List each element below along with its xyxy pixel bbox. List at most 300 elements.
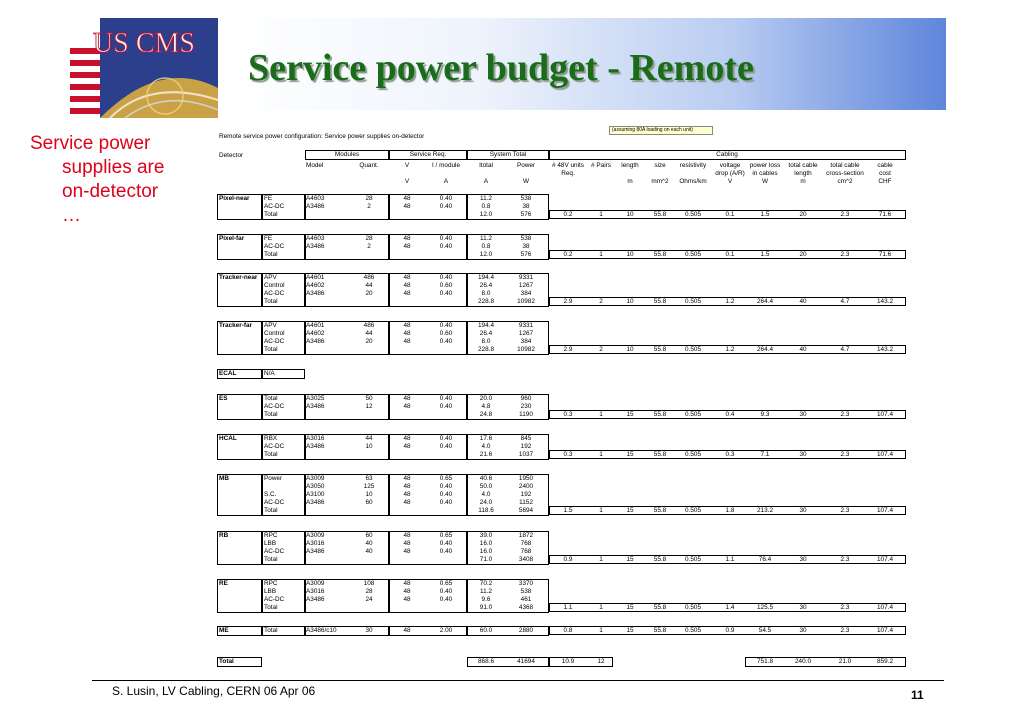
item-label: Total bbox=[264, 556, 278, 563]
cell-value: 48 bbox=[403, 532, 411, 539]
cell-value: A4603 bbox=[306, 235, 325, 242]
cell-value: 2 bbox=[367, 243, 371, 250]
column-unit: A bbox=[443, 178, 449, 185]
item-label: AC-DC bbox=[264, 243, 285, 250]
cell-value: 1950 bbox=[518, 475, 534, 482]
cell-value: 48 bbox=[403, 330, 411, 337]
column-header-line2: in cables bbox=[752, 170, 778, 177]
cabling-value: 15 bbox=[626, 451, 634, 458]
cell-value: 26.4 bbox=[479, 330, 493, 337]
footer-text: S. Lusin, LV Cabling, CERN 06 Apr 06 bbox=[112, 684, 316, 698]
cell-value: 3408 bbox=[518, 556, 534, 563]
item-label: Total bbox=[264, 507, 278, 514]
cell-value: 60.0 bbox=[479, 627, 493, 634]
column-header: voltage bbox=[719, 162, 741, 169]
column-header: Quant. bbox=[359, 162, 379, 169]
cabling-value: 0.3 bbox=[725, 451, 735, 458]
cell-value: 11.2 bbox=[480, 235, 492, 242]
cabling-value: 1.2 bbox=[725, 346, 735, 353]
cell-value: A3486 bbox=[306, 548, 325, 555]
cabling-value: 55.8 bbox=[653, 251, 667, 258]
cell-value: 1267 bbox=[518, 330, 534, 337]
cabling-value: 1 bbox=[599, 627, 603, 634]
item-label: AC-DC bbox=[264, 596, 285, 603]
grand-total-loss: 751.8 bbox=[757, 658, 773, 665]
cell-value: 4368 bbox=[518, 604, 534, 611]
detector-header: Detector bbox=[219, 152, 244, 159]
cabling-value: 1 bbox=[599, 451, 603, 458]
cell-value: 10982 bbox=[517, 298, 535, 305]
detector-name: RE bbox=[219, 580, 228, 587]
column-header-line2: cross-section bbox=[826, 170, 864, 177]
column-header-line2: Req. bbox=[561, 170, 575, 177]
side-text bbox=[30, 132, 210, 228]
cell-value: 48 bbox=[403, 596, 411, 603]
cabling-value: 15 bbox=[626, 604, 634, 611]
grand-total-section: 21.0 bbox=[838, 658, 852, 665]
cabling-value: 0.3 bbox=[563, 451, 573, 458]
column-header-line2: cost bbox=[879, 170, 891, 177]
cell-value: 0.40 bbox=[439, 322, 453, 329]
item-label: Total bbox=[264, 411, 278, 418]
cell-value: 0.40 bbox=[439, 588, 453, 595]
cell-value: 538 bbox=[520, 195, 532, 202]
item-label: LBB bbox=[264, 588, 277, 595]
cabling-value: 1.5 bbox=[563, 507, 573, 514]
cabling-value: 9.3 bbox=[760, 411, 770, 418]
service-data-box bbox=[389, 579, 467, 613]
cell-value: 0.40 bbox=[439, 403, 453, 410]
column-header: length bbox=[621, 162, 639, 169]
cell-value: 0.40 bbox=[439, 596, 453, 603]
item-label: Total bbox=[264, 451, 278, 458]
item-label: AC-DC bbox=[264, 499, 285, 506]
cell-value: 576 bbox=[520, 211, 532, 218]
detector-name: RB bbox=[219, 532, 229, 539]
cell-value: 48 bbox=[403, 540, 411, 547]
cell-value: A3016 bbox=[306, 588, 325, 595]
column-header: resistivity bbox=[679, 162, 707, 169]
cell-value: 38 bbox=[522, 243, 530, 250]
cell-value: 3370 bbox=[518, 580, 534, 587]
column-unit: mm^2 bbox=[651, 178, 669, 185]
cabling-value: 55.8 bbox=[653, 411, 667, 418]
cell-value: 1037 bbox=[518, 451, 534, 458]
cabling-value: 1 bbox=[599, 411, 603, 418]
column-header: Itotal bbox=[479, 162, 493, 169]
cabling-value: 0.8 bbox=[563, 627, 573, 634]
cell-value: 0.40 bbox=[439, 435, 453, 442]
cabling-value: 10 bbox=[626, 211, 634, 218]
cell-value: 538 bbox=[520, 235, 532, 242]
cabling-value: 2.3 bbox=[840, 627, 850, 634]
cabling-value: 2.3 bbox=[840, 411, 850, 418]
cell-value: 39.0 bbox=[479, 532, 493, 539]
cell-value: 17.6 bbox=[479, 435, 493, 442]
cell-value: 960 bbox=[520, 395, 532, 402]
cell-value: 28 bbox=[365, 588, 373, 595]
item-label: AC-DC bbox=[264, 443, 285, 450]
cell-value: A3486 bbox=[306, 403, 325, 410]
cell-value: 0.40 bbox=[439, 290, 453, 297]
item-label: RBX bbox=[264, 435, 278, 442]
column-unit: W bbox=[522, 178, 530, 185]
cell-value: 845 bbox=[520, 435, 532, 442]
cell-value: 70.2 bbox=[479, 580, 493, 587]
cell-value: 44 bbox=[365, 282, 373, 289]
cell-value: A4602 bbox=[306, 282, 325, 289]
cabling-value: 0.9 bbox=[563, 556, 573, 563]
cell-value: A3009 bbox=[306, 475, 325, 482]
cell-value: 0.60 bbox=[439, 330, 453, 337]
cell-value: 194.4 bbox=[478, 274, 494, 281]
service-header: Service Req. bbox=[409, 151, 447, 158]
cabling-value: 0.505 bbox=[685, 604, 701, 611]
cell-value: 0.65 bbox=[439, 475, 453, 482]
cell-value: 48 bbox=[403, 580, 411, 587]
grand-total-length: 240.0 bbox=[795, 658, 811, 665]
cabling-value: 1 bbox=[599, 251, 603, 258]
cell-value: 0.40 bbox=[439, 491, 453, 498]
cell-value: 48 bbox=[403, 443, 411, 450]
cell-value: 48 bbox=[403, 203, 411, 210]
side-line: … bbox=[62, 205, 81, 226]
cabling-value: 30 bbox=[799, 627, 807, 634]
service-data-box bbox=[389, 531, 467, 565]
cell-value: 20 bbox=[365, 338, 373, 345]
column-header: # 48V units bbox=[552, 162, 584, 169]
cell-value: 48 bbox=[403, 475, 411, 482]
item-label: AC-DC bbox=[264, 338, 285, 345]
grand-total-pairs: 12 bbox=[597, 658, 605, 665]
cabling-value: 2.3 bbox=[840, 604, 850, 611]
cell-value: 1152 bbox=[519, 499, 533, 506]
column-unit: A bbox=[483, 178, 489, 185]
cell-value: 48 bbox=[403, 195, 411, 202]
cabling-value: 107.4 bbox=[877, 507, 893, 514]
cabling-value: 1.5 bbox=[760, 211, 770, 218]
cabling-value: 1 bbox=[599, 507, 603, 514]
column-unit: CHF bbox=[878, 178, 892, 185]
cabling-value: 107.4 bbox=[877, 411, 893, 418]
cabling-value: 2.9 bbox=[563, 298, 573, 305]
cabling-value: 2.9 bbox=[563, 346, 573, 353]
cabling-value: 15 bbox=[626, 556, 634, 563]
item-label: RPC bbox=[264, 532, 278, 539]
cabling-value: 1 bbox=[599, 556, 603, 563]
cabling-value: 0.505 bbox=[685, 507, 701, 514]
cabling-value: 143.2 bbox=[877, 298, 893, 305]
cell-value: 48 bbox=[403, 499, 411, 506]
cell-value: 63 bbox=[365, 475, 373, 482]
cell-value: 48 bbox=[403, 627, 411, 634]
cell-value: 11.2 bbox=[480, 588, 492, 595]
detector-name: MB bbox=[219, 475, 229, 482]
cabling-value: 1.1 bbox=[725, 556, 735, 563]
cell-value: 20 bbox=[365, 290, 373, 297]
config-title: Remote service power configuration: Service power supplies on-detector bbox=[219, 133, 425, 140]
cell-value: 4.8 bbox=[481, 403, 491, 410]
cabling-value: 0.505 bbox=[685, 451, 701, 458]
cabling-value: 2.3 bbox=[840, 211, 850, 218]
cabling-value: 0.1 bbox=[725, 211, 735, 218]
cabling-value: 54.5 bbox=[758, 627, 772, 634]
cell-value: 71.0 bbox=[479, 556, 493, 563]
side-line: Service power bbox=[30, 133, 151, 154]
cell-value: 8.0 bbox=[481, 290, 491, 297]
cell-value: 538 bbox=[520, 588, 532, 595]
grand-total-units: 10.9 bbox=[561, 658, 575, 665]
item-label: AC-DC bbox=[264, 403, 285, 410]
cell-value: 0.65 bbox=[439, 532, 453, 539]
column-unit: V bbox=[727, 178, 733, 185]
cell-value: 0.40 bbox=[439, 235, 453, 242]
cell-value: A3486 bbox=[306, 596, 325, 603]
service-data-box bbox=[389, 626, 467, 636]
column-unit: m bbox=[800, 178, 806, 185]
cell-value: 8.0 bbox=[481, 338, 491, 345]
cabling-value: 2.3 bbox=[840, 451, 850, 458]
cell-value: A3009 bbox=[306, 532, 325, 539]
cell-value: 384 bbox=[520, 290, 532, 297]
cell-value: A4601 bbox=[306, 274, 325, 281]
column-unit: V bbox=[404, 178, 410, 185]
cell-value: A3486 bbox=[306, 203, 325, 210]
cabling-value: 0.505 bbox=[685, 298, 701, 305]
cell-value: 10 bbox=[365, 491, 373, 498]
column-unit: cm^2 bbox=[837, 178, 853, 185]
item-label: Total bbox=[264, 211, 278, 218]
item-label: LBB bbox=[264, 540, 277, 547]
column-header-line2: drop (A/R) bbox=[715, 170, 745, 177]
cell-value: 44 bbox=[365, 435, 373, 442]
slide-title: Service power budget - Remote bbox=[248, 47, 754, 89]
cell-value: A3486 bbox=[306, 338, 325, 345]
cell-value: 10982 bbox=[517, 346, 535, 353]
cabling-value: 107.4 bbox=[877, 451, 893, 458]
cell-value: 48 bbox=[403, 395, 411, 402]
cell-value: 50 bbox=[365, 395, 373, 402]
cell-value: 2.00 bbox=[439, 627, 453, 634]
cell-value: 576 bbox=[520, 251, 532, 258]
cabling-value: 0.1 bbox=[725, 251, 735, 258]
cell-value: A3486 bbox=[306, 443, 325, 450]
cell-value: A3016 bbox=[306, 540, 325, 547]
cabling-value: 125.5 bbox=[757, 604, 773, 611]
column-unit: m bbox=[627, 178, 633, 185]
cell-value: A3009 bbox=[306, 580, 325, 587]
cell-value: 16.0 bbox=[479, 548, 493, 555]
item-label: Total bbox=[264, 395, 278, 402]
cabling-value: 2 bbox=[599, 298, 603, 305]
cabling-value: 0.505 bbox=[685, 627, 701, 634]
cell-value: 24.8 bbox=[479, 411, 493, 418]
cell-value: 40.6 bbox=[479, 475, 493, 482]
cell-value: A4601 bbox=[306, 322, 325, 329]
cell-value: 0.40 bbox=[439, 443, 453, 450]
cabling-value: 55.8 bbox=[653, 211, 667, 218]
detector-name: ES bbox=[219, 395, 228, 402]
cell-value: 48 bbox=[403, 322, 411, 329]
cell-value: 91.0 bbox=[479, 604, 493, 611]
cell-value: 0.40 bbox=[439, 548, 453, 555]
cell-value: 11.2 bbox=[480, 195, 492, 202]
cabling-value: 55.8 bbox=[653, 298, 667, 305]
cabling-value: 1.1 bbox=[563, 604, 573, 611]
item-label: Power bbox=[264, 475, 283, 482]
item-label: AC-DC bbox=[264, 290, 285, 297]
cell-value: A3486 bbox=[306, 243, 325, 250]
cabling-value: 107.4 bbox=[877, 556, 893, 563]
cabling-value: 0.505 bbox=[685, 411, 701, 418]
cabling-value: 107.4 bbox=[877, 627, 893, 634]
cell-value: 50.0 bbox=[479, 483, 493, 490]
cabling-value: 0.505 bbox=[685, 251, 701, 258]
cell-value: 28 bbox=[365, 235, 373, 242]
cell-value: 24.0 bbox=[479, 499, 493, 506]
cell-value: 1190 bbox=[519, 411, 533, 418]
column-header: Power bbox=[516, 162, 536, 169]
cell-value: 44 bbox=[365, 330, 373, 337]
cell-value: 0.8 bbox=[481, 243, 491, 250]
item-label: Total bbox=[264, 298, 278, 305]
cell-value: A3016 bbox=[306, 435, 325, 442]
column-header: Model bbox=[306, 162, 324, 169]
item-label: S.C. bbox=[264, 491, 277, 498]
cabling-value: 55.8 bbox=[653, 556, 667, 563]
cabling-value: 55.8 bbox=[653, 451, 667, 458]
cabling-value: 30 bbox=[799, 604, 807, 611]
cell-value: 1267 bbox=[518, 282, 534, 289]
column-header: I / module bbox=[431, 162, 461, 169]
cabling-value: 7.1 bbox=[760, 451, 770, 458]
service-data-box bbox=[389, 434, 467, 460]
cabling-value: 1 bbox=[599, 211, 603, 218]
cabling-value: 55.8 bbox=[653, 627, 667, 634]
cell-value: 16.0 bbox=[479, 540, 493, 547]
modules-header: Modules bbox=[334, 151, 360, 158]
cell-value: 20.0 bbox=[479, 395, 493, 402]
cell-value: A3050 bbox=[306, 483, 325, 490]
cell-value: 40 bbox=[365, 548, 373, 555]
column-header: size bbox=[654, 162, 666, 169]
cabling-value: 30 bbox=[799, 451, 807, 458]
cell-value: 486 bbox=[363, 274, 375, 281]
cabling-header: Cabling bbox=[716, 151, 738, 158]
cell-value: 24 bbox=[365, 596, 373, 603]
cabling-value: 0.505 bbox=[685, 346, 701, 353]
cell-value: 768 bbox=[520, 540, 532, 547]
column-header-line2: length bbox=[794, 170, 812, 177]
cell-value: 9331 bbox=[518, 274, 534, 281]
cell-value: 5694 bbox=[518, 507, 534, 514]
column-header: # Pairs bbox=[591, 162, 611, 169]
cabling-value: 2.3 bbox=[840, 251, 850, 258]
cell-value: 9331 bbox=[518, 322, 534, 329]
cell-value: 48 bbox=[403, 290, 411, 297]
cabling-value: 15 bbox=[626, 627, 634, 634]
item-label: Total bbox=[264, 251, 278, 258]
cell-value: 384 bbox=[520, 338, 532, 345]
cell-value: 228.8 bbox=[478, 346, 494, 353]
cell-value: 0.40 bbox=[439, 203, 453, 210]
column-header: total cable bbox=[788, 162, 818, 169]
cell-value: 0.65 bbox=[439, 580, 453, 587]
cabling-value: 0.2 bbox=[563, 211, 573, 218]
cell-value: 2 bbox=[367, 203, 371, 210]
service-data-box bbox=[389, 474, 467, 516]
cell-value: 48 bbox=[403, 243, 411, 250]
cabling-value: 71.6 bbox=[878, 211, 892, 218]
item-label: APV bbox=[264, 274, 277, 281]
cabling-value: 55.8 bbox=[653, 346, 667, 353]
cell-value: 0.40 bbox=[439, 395, 453, 402]
cell-value: 10 bbox=[365, 443, 373, 450]
cabling-value: 55.8 bbox=[653, 604, 667, 611]
cell-value: 0.8 bbox=[481, 203, 491, 210]
cell-value: 60 bbox=[365, 532, 373, 539]
cell-value: A3486/c10 bbox=[306, 627, 337, 634]
cabling-value: 30 bbox=[799, 507, 807, 514]
cabling-value: 15 bbox=[626, 411, 634, 418]
cell-value: 9.6 bbox=[481, 596, 491, 603]
cell-value: 12.0 bbox=[479, 211, 493, 218]
cabling-value: 0.505 bbox=[685, 556, 701, 563]
cell-value: 48 bbox=[403, 338, 411, 345]
cell-value: 0.40 bbox=[439, 540, 453, 547]
us-cms-logo bbox=[70, 18, 218, 118]
cell-value: 48 bbox=[403, 588, 411, 595]
grand-total-label: Total bbox=[219, 658, 234, 665]
cell-value: 26.4 bbox=[479, 282, 493, 289]
cell-value: 48 bbox=[403, 435, 411, 442]
cabling-value: 264.4 bbox=[757, 346, 773, 353]
cell-value: 28 bbox=[365, 195, 373, 202]
detector-name: ECAL bbox=[219, 370, 237, 377]
item-label: Total bbox=[264, 627, 278, 634]
cell-value: A3486 bbox=[306, 499, 325, 506]
cell-value: 48 bbox=[403, 403, 411, 410]
item-label: RPC bbox=[264, 580, 278, 587]
detector-name: Tracker-near bbox=[219, 274, 258, 281]
item-label: AC-DC bbox=[264, 203, 285, 210]
power-budget-spreadsheet bbox=[217, 122, 917, 670]
cell-value: 38 bbox=[522, 203, 530, 210]
cabling-value: 40 bbox=[799, 298, 807, 305]
cabling-value: 1.8 bbox=[725, 507, 735, 514]
cabling-value: 2.3 bbox=[840, 556, 850, 563]
detector-name: HCAL bbox=[219, 435, 237, 442]
column-header: total cable bbox=[830, 162, 860, 169]
cell-value: 0.40 bbox=[439, 195, 453, 202]
cell-value: 4.0 bbox=[481, 443, 491, 450]
cabling-value: 0.505 bbox=[685, 211, 701, 218]
cell-value: 768 bbox=[520, 548, 532, 555]
item-label: N/A bbox=[264, 370, 275, 377]
cell-value: 40 bbox=[365, 540, 373, 547]
cell-value: 1872 bbox=[518, 532, 534, 539]
detector-name: Tracker-far bbox=[219, 322, 253, 329]
column-header: cable bbox=[877, 162, 893, 169]
side-line: on-detector bbox=[62, 181, 159, 202]
column-unit: Ohms/km bbox=[679, 178, 707, 185]
page-number: 11 bbox=[911, 688, 924, 702]
cabling-value: 1.2 bbox=[725, 298, 735, 305]
cabling-value: 20 bbox=[799, 211, 807, 218]
cell-value: 0.40 bbox=[439, 274, 453, 281]
cabling-value: 0.3 bbox=[563, 411, 573, 418]
item-label: FE bbox=[264, 235, 273, 242]
